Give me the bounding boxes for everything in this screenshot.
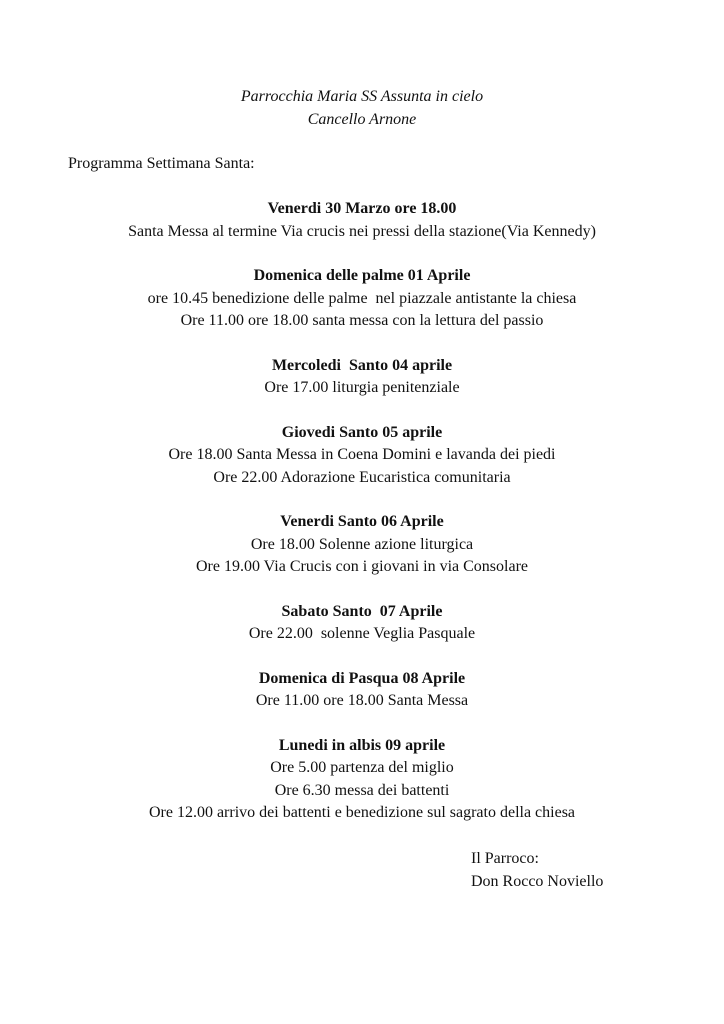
event-detail: Santa Messa al termine Via crucis nei pressi della stazione(Via Kennedy) bbox=[128, 222, 596, 240]
parish-name: Parrocchia Maria SS Assunta in cielo bbox=[240, 88, 484, 105]
event-title: Venerdi Santo 06 Aprile bbox=[280, 513, 444, 530]
signature-block bbox=[471, 847, 603, 893]
signature-role: Il Parroco: bbox=[471, 850, 539, 867]
event-detail: Ore 19.00 Via Crucis con i giovani in via Consolare bbox=[195, 558, 528, 575]
event-item bbox=[0, 265, 724, 333]
signature-name: Don Rocco Noviello bbox=[471, 873, 604, 890]
town-name: Cancello Arnone bbox=[307, 110, 417, 128]
event-item bbox=[0, 422, 724, 490]
event-item bbox=[0, 735, 724, 825]
event-detail: Ore 11.00 ore 18.00 Santa Messa bbox=[255, 692, 469, 709]
event-title: Giovedi Santo 05 aprile bbox=[281, 423, 443, 441]
event-title: Lunedi in albis 09 aprile bbox=[278, 736, 446, 754]
event-item bbox=[0, 601, 724, 646]
event-title: Sabato Santo 07 Aprile bbox=[281, 602, 443, 620]
event-detail: Ore 5.00 partenza del miglio bbox=[270, 759, 454, 776]
event-detail: Ore 22.00 Adorazione Eucaristica comunitaria bbox=[213, 468, 511, 486]
event-title: Venerdi 30 Marzo ore 18.00 bbox=[267, 200, 457, 217]
event-detail: Ore 6.30 messa dei battenti bbox=[274, 781, 450, 799]
event-detail: Ore 17.00 liturgia penitenziale bbox=[264, 379, 460, 396]
event-title: Mercoledi Santo 04 aprile bbox=[271, 356, 453, 374]
event-item bbox=[0, 668, 724, 713]
event-list bbox=[0, 198, 724, 847]
event-item bbox=[0, 198, 724, 243]
event-item bbox=[0, 355, 724, 400]
event-detail: Ore 22.00 solenne Veglia Pasquale bbox=[248, 625, 476, 642]
event-detail: ore 10.45 benedizione delle palme nel piazzale antistante la chiesa bbox=[147, 289, 577, 307]
event-title: Domenica delle palme 01 Aprile bbox=[253, 267, 471, 284]
program-intro: Programma Settimana Santa: bbox=[68, 155, 255, 172]
event-item bbox=[0, 511, 724, 579]
event-detail: Ore 18.00 Santa Messa in Coena Domini e lavanda dei piedi bbox=[168, 446, 556, 463]
event-detail: Ore 11.00 ore 18.00 santa messa con la lettura del passio bbox=[180, 312, 544, 329]
event-title: Domenica di Pasqua 08 Aprile bbox=[258, 669, 466, 687]
event-detail: Ore 18.00 Solenne azione liturgica bbox=[250, 535, 474, 553]
document-header bbox=[0, 86, 724, 131]
event-detail: Ore 12.00 arrivo dei battenti e benedizione sul sagrato della chiesa bbox=[148, 804, 576, 821]
